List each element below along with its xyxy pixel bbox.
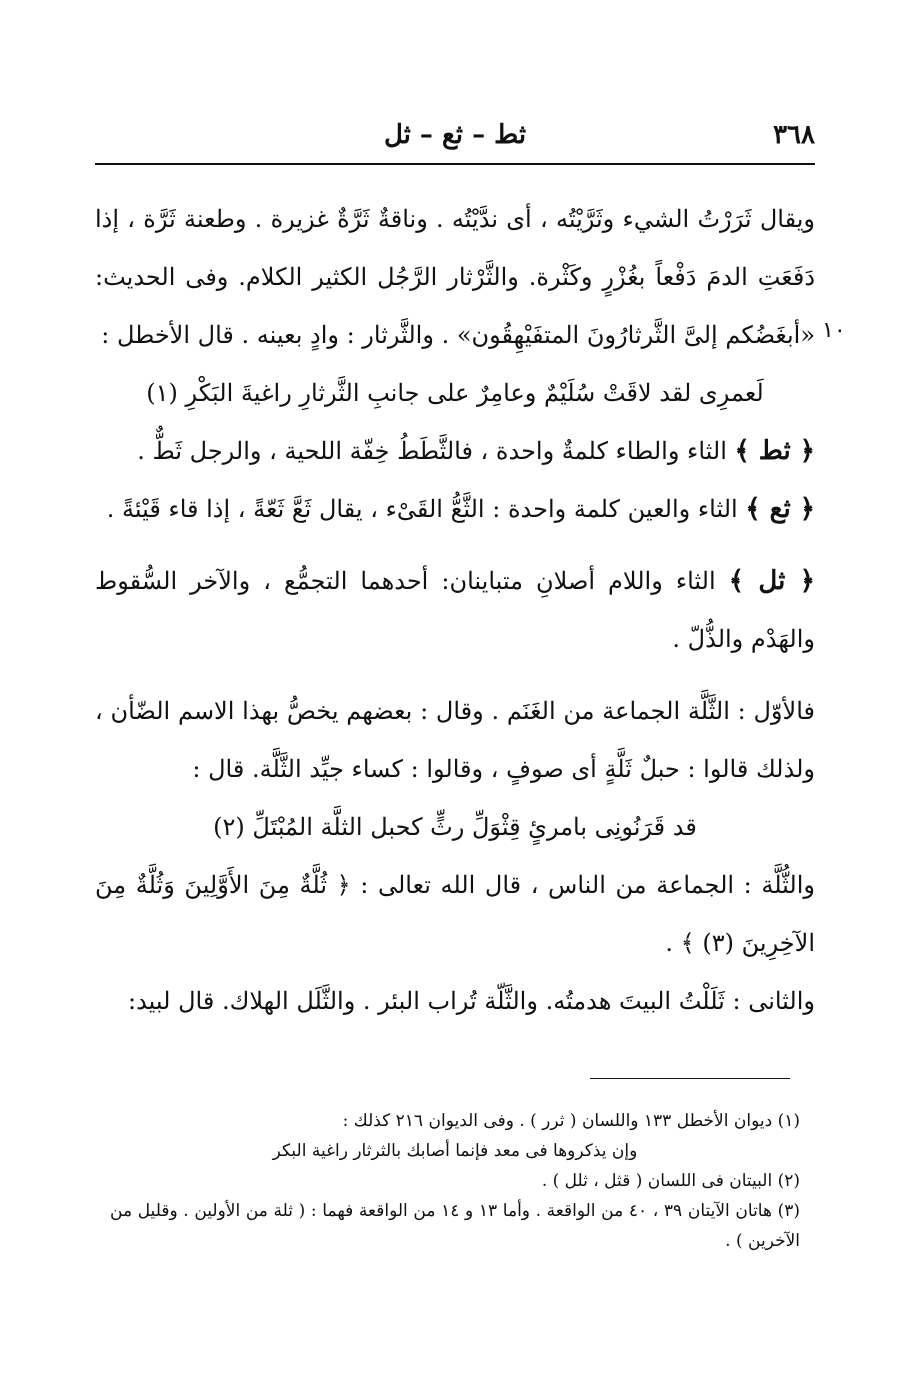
entry-thatt bbox=[95, 422, 815, 480]
line-number: ١٠ bbox=[822, 318, 846, 343]
page-header bbox=[95, 120, 815, 160]
entry-text: الثاء والطاء كلمةٌ واحدة ، فالثَّطَطُ خِفّة اللحية ، والرجل ثَطٌّ . bbox=[137, 437, 727, 465]
footnotes bbox=[110, 1106, 800, 1256]
paragraph-2: فالأوّل : الثَّلَّة الجماعة من الغَنَم . وقال : بعضهم يخصُّ بهذا الاسم الضّأن ، ولذلك قالوا : حبلٌ ثَلَّةٍ أى صوفٍ ، وقالوا : كساء جيِّد الثَّلَّة. قال : bbox=[95, 697, 815, 783]
footnote-2: (٢) البيتان فى اللسان ( قثل ، ثلل ) . bbox=[541, 1171, 800, 1191]
paragraph-4: والثانى : ثَلَلْتُ البيتَ هدمتُه. والثَّلّة تُراب البئر . والثَّلَل الهلاك. قال لبيد: bbox=[127, 987, 815, 1015]
entry-text: الثاء واللام أصلانِ متباينان: أحدهما التجمُّع ، والآخر السُّقوط والهَدْم والذُّلّ . bbox=[95, 567, 815, 653]
page-number: ٣٦٨ bbox=[773, 120, 815, 150]
paragraph-1: ويقال ثَرَرْتُ الشيء وثَرَّيْتُه ، أى ندَّيْتُه . وناقةٌ ثَرَّةٌ غزيرة . وطعنة ثَرَّة ، إذا دَفَعَتِ الدمَ دَفْعاً بغُزْرٍ وكَثْرة. والثَّرْثار الرَّجُل الكثير الكلام. وفى الحديث: «أبغَضُكم إلىَّ الثَّرثارُونَ المتفَيْهِقُون» . والثَّرثار : وادٍ بعينه . قال الأخطل : bbox=[95, 205, 816, 349]
entry-headword: ﴿ ثل ﴾ bbox=[728, 566, 815, 596]
entry-text: الثاء والعين كلمة واحدة : الثَّعُّ القَىْء ، يقال ثَعَّ ثَعّةً ، إذا قاء قَيْئةً . bbox=[106, 495, 738, 523]
entry-thaa bbox=[95, 480, 815, 538]
footnote-1: (١) ديوان الأخطل ١٣٣ واللسان ( ثرر ) . وفى الديوان ٢١٦ كذلك : bbox=[342, 1111, 800, 1131]
entry-thall bbox=[95, 552, 815, 668]
main-text bbox=[95, 190, 815, 1030]
verse-1: لَعمرِى لقد لاقَتْ سُلَيْمٌ وعامِرٌ على جانبِ الثَّرثارِ راغيةَ البَكْرِ (١) bbox=[146, 379, 764, 407]
paragraph-3: والثُّلَّة : الجماعة من الناس ، قال الله تعالى : ﴿ ثُلَّةٌ مِنَ الأَوَّلِينَ وَثُلَّةٌ مِنَ الآخِرِينَ (٣) ﴾ . bbox=[95, 871, 815, 957]
header-rule bbox=[95, 163, 815, 165]
running-head: ثط – ثع – ثل bbox=[383, 120, 527, 150]
entry-headword: ﴿ ثط ﴾ bbox=[734, 436, 815, 466]
footnote-1-verse: وإن يذكروها فى معد فإنما أصابك بالثرثار راغية البكر bbox=[272, 1141, 638, 1161]
entry-headword: ﴿ ثع ﴾ bbox=[745, 494, 815, 524]
footnote-3: (٣) هاتان الآيتان ٣٩ ، ٤٠ من الواقعة . وأما ١٣ و ١٤ من الواقعة فهما : ( ثلة من الأولين . وقليل من الآخرين ) . bbox=[110, 1201, 801, 1251]
footnote-rule bbox=[590, 1078, 790, 1079]
verse-2: قد قَرَنُونِى بامرئٍ قِثْوَلِّ رثٍّ كحبل الثلَّة المُبْتَلِّ (٢) bbox=[213, 813, 697, 841]
